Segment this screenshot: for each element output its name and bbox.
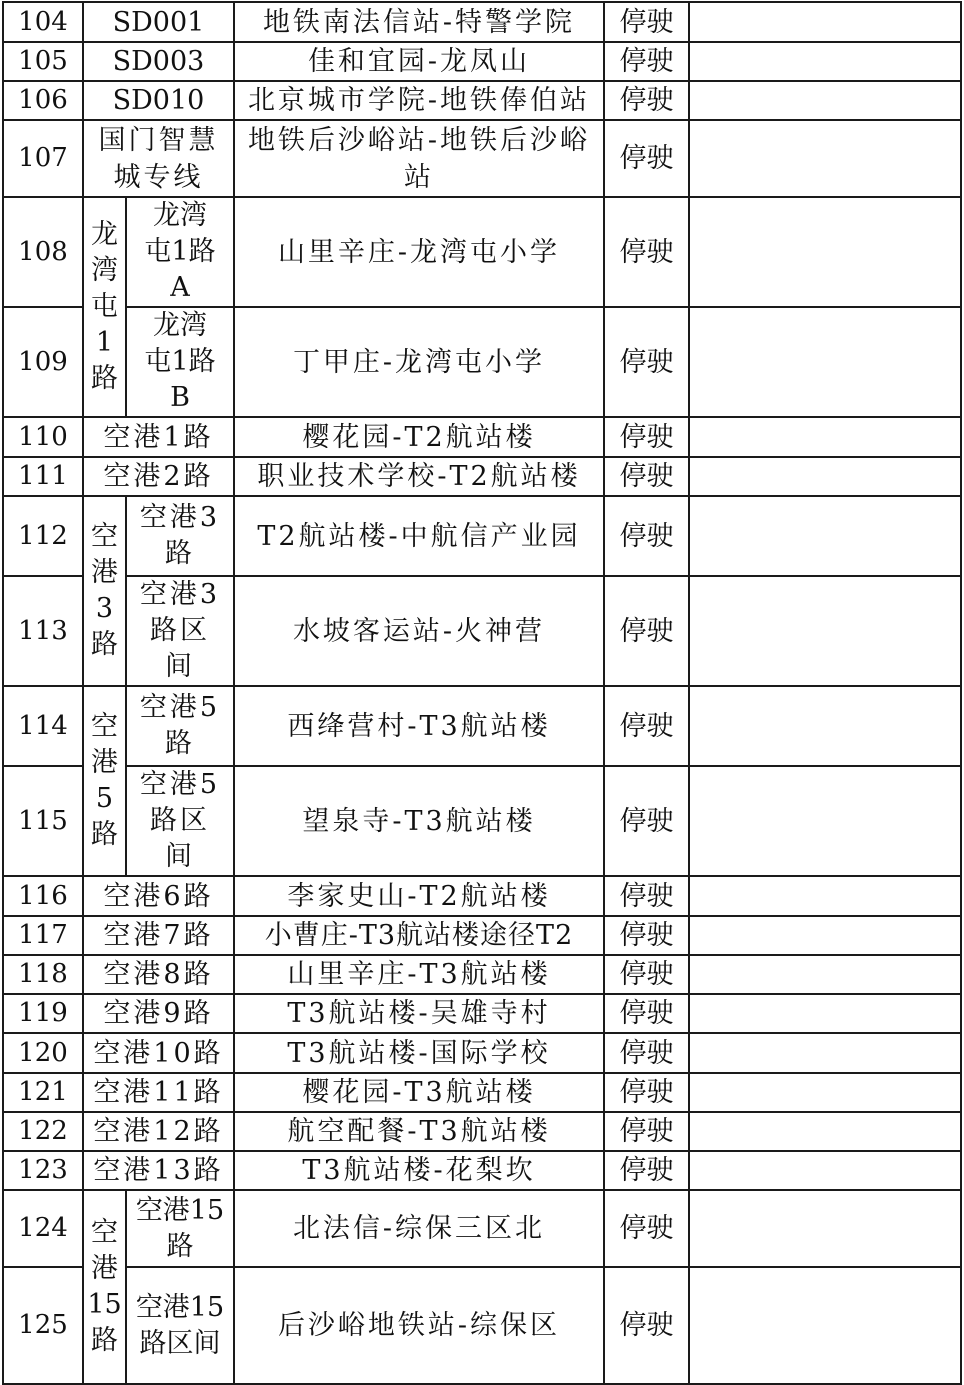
table-row — [3, 1151, 961, 1190]
route-name: SD010 — [83, 81, 234, 120]
route-status: 停驶 — [604, 2, 689, 42]
table-row — [3, 1267, 961, 1384]
remarks-cell — [689, 197, 961, 307]
table-row — [3, 496, 961, 576]
route-stops: 李家史山-T2航站楼 — [234, 876, 604, 916]
route-name: 空港9路 — [83, 994, 234, 1033]
route-stops: 后沙峪地铁站-综保区 — [234, 1267, 604, 1384]
remarks-cell — [689, 1190, 961, 1267]
row-number: 124 — [3, 1190, 83, 1267]
remarks-cell — [689, 307, 961, 417]
route-stops: 佳和宜园-龙凤山 — [234, 42, 604, 81]
route-group-label: 空港5路 — [83, 686, 126, 876]
remarks-cell — [689, 916, 961, 955]
route-name: 空港13路 — [83, 1151, 234, 1190]
row-number: 118 — [3, 955, 83, 994]
remarks-cell — [689, 1033, 961, 1073]
row-number: 113 — [3, 576, 83, 686]
remarks-cell — [689, 1267, 961, 1384]
remarks-cell — [689, 42, 961, 81]
route-group-label: 龙湾屯1路 — [83, 197, 126, 417]
route-stops: 职业技术学校-T2航站楼 — [234, 457, 604, 496]
remarks-cell — [689, 955, 961, 994]
route-stops: 山里辛庄-龙湾屯小学 — [234, 197, 604, 307]
route-name: 空港3路 — [126, 496, 234, 576]
route-stops: 望泉寺-T3航站楼 — [234, 766, 604, 876]
route-stops: 北京城市学院-地铁俸伯站 — [234, 81, 604, 120]
route-status: 停驶 — [604, 417, 689, 457]
route-name: 空港5路 — [126, 686, 234, 766]
row-number: 123 — [3, 1151, 83, 1190]
route-name: 空港3路区间 — [126, 576, 234, 686]
row-number: 122 — [3, 1112, 83, 1151]
table-row — [3, 766, 961, 876]
route-stops: 地铁南法信站-特警学院 — [234, 2, 604, 42]
table-row — [3, 576, 961, 686]
row-number: 104 — [3, 2, 83, 42]
remarks-cell — [689, 1151, 961, 1190]
table-row — [3, 876, 961, 916]
row-number: 114 — [3, 686, 83, 766]
route-status: 停驶 — [604, 1190, 689, 1267]
table-row — [3, 307, 961, 417]
route-name: 空港7路 — [83, 916, 234, 955]
route-stops: 地铁后沙峪站-地铁后沙峪站 — [234, 120, 604, 197]
route-name: SD003 — [83, 42, 234, 81]
route-status: 停驶 — [604, 1033, 689, 1073]
row-number: 109 — [3, 307, 83, 417]
table-row — [3, 42, 961, 81]
remarks-cell — [689, 876, 961, 916]
remarks-cell — [689, 1112, 961, 1151]
table-row — [3, 1033, 961, 1073]
row-number: 108 — [3, 197, 83, 307]
route-name: 龙湾屯1路A — [126, 197, 234, 307]
remarks-cell — [689, 457, 961, 496]
table-row — [3, 686, 961, 766]
table-row — [3, 81, 961, 120]
route-stops: 樱花园-T2航站楼 — [234, 417, 604, 457]
row-number: 117 — [3, 916, 83, 955]
route-status: 停驶 — [604, 994, 689, 1033]
remarks-cell — [689, 994, 961, 1033]
route-status: 停驶 — [604, 1151, 689, 1190]
remarks-cell — [689, 576, 961, 686]
table-row — [3, 994, 961, 1033]
remarks-cell — [689, 417, 961, 457]
route-stops: 丁甲庄-龙湾屯小学 — [234, 307, 604, 417]
route-name: 空港1路 — [83, 417, 234, 457]
route-name: 国门智慧城专线 — [83, 120, 234, 197]
route-group-label: 空港15路 — [83, 1190, 126, 1384]
route-name: 龙湾屯1路B — [126, 307, 234, 417]
table-row — [3, 955, 961, 994]
route-name: 空港6路 — [83, 876, 234, 916]
row-number: 119 — [3, 994, 83, 1033]
route-status: 停驶 — [604, 576, 689, 686]
remarks-cell — [689, 120, 961, 197]
route-stops: 小曹庄-T3航站楼途径T2 — [234, 916, 604, 955]
row-number: 107 — [3, 120, 83, 197]
row-number: 121 — [3, 1073, 83, 1112]
table-row — [3, 457, 961, 496]
row-number: 112 — [3, 496, 83, 576]
route-name: 空港12路 — [83, 1112, 234, 1151]
route-status: 停驶 — [604, 955, 689, 994]
route-name: 空港11路 — [83, 1073, 234, 1112]
route-stops: 西绛营村-T3航站楼 — [234, 686, 604, 766]
remarks-cell — [689, 2, 961, 42]
route-stops: 北法信-综保三区北 — [234, 1190, 604, 1267]
route-stops: T3航站楼-花梨坎 — [234, 1151, 604, 1190]
route-status: 停驶 — [604, 120, 689, 197]
row-number: 120 — [3, 1033, 83, 1073]
row-number: 116 — [3, 876, 83, 916]
row-number: 110 — [3, 417, 83, 457]
table-row — [3, 120, 961, 197]
route-status: 停驶 — [604, 81, 689, 120]
route-status: 停驶 — [604, 42, 689, 81]
remarks-cell — [689, 496, 961, 576]
route-name: 空港2路 — [83, 457, 234, 496]
row-number: 105 — [3, 42, 83, 81]
table-row — [3, 2, 961, 42]
route-name: 空港8路 — [83, 955, 234, 994]
route-group-label: 空港3路 — [83, 496, 126, 686]
route-status: 停驶 — [604, 916, 689, 955]
route-stops: T2航站楼-中航信产业园 — [234, 496, 604, 576]
route-stops: 樱花园-T3航站楼 — [234, 1073, 604, 1112]
route-name: SD001 — [83, 2, 234, 42]
route-status: 停驶 — [604, 876, 689, 916]
table-row — [3, 1190, 961, 1267]
route-name: 空港10路 — [83, 1033, 234, 1073]
table-row — [3, 916, 961, 955]
route-stops: T3航站楼-吴雄寺村 — [234, 994, 604, 1033]
route-stops: 航空配餐-T3航站楼 — [234, 1112, 604, 1151]
route-status: 停驶 — [604, 686, 689, 766]
route-status: 停驶 — [604, 307, 689, 417]
remarks-cell — [689, 686, 961, 766]
row-number: 111 — [3, 457, 83, 496]
table-row — [3, 197, 961, 307]
remarks-cell — [689, 81, 961, 120]
table-row — [3, 1073, 961, 1112]
row-number: 115 — [3, 766, 83, 876]
remarks-cell — [689, 766, 961, 876]
route-status: 停驶 — [604, 1267, 689, 1384]
route-name: 空港15路 — [126, 1190, 234, 1267]
route-stops: 山里辛庄-T3航站楼 — [234, 955, 604, 994]
route-name: 空港5路区间 — [126, 766, 234, 876]
route-status: 停驶 — [604, 496, 689, 576]
remarks-cell — [689, 1073, 961, 1112]
route-status: 停驶 — [604, 1073, 689, 1112]
table-row — [3, 1112, 961, 1151]
route-status: 停驶 — [604, 1112, 689, 1151]
route-stops: T3航站楼-国际学校 — [234, 1033, 604, 1073]
table-row — [3, 417, 961, 457]
row-number: 106 — [3, 81, 83, 120]
route-status: 停驶 — [604, 197, 689, 307]
row-number: 125 — [3, 1267, 83, 1384]
route-status: 停驶 — [604, 457, 689, 496]
route-suspension-table — [2, 1, 962, 1385]
route-stops: 水坡客运站-火神营 — [234, 576, 604, 686]
route-status: 停驶 — [604, 766, 689, 876]
route-name: 空港15路区间 — [126, 1267, 234, 1384]
